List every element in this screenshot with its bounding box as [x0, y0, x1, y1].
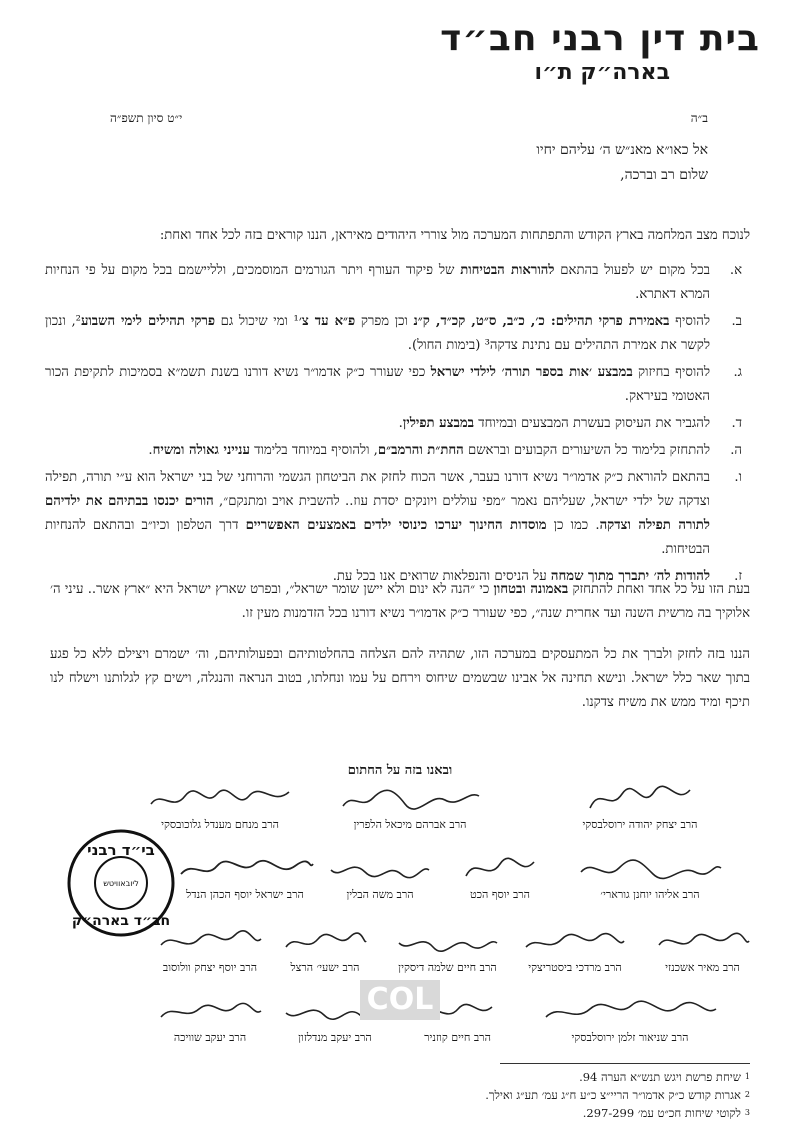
item-text	[45, 310, 710, 358]
signature-block	[555, 782, 725, 831]
item-text	[45, 259, 710, 307]
bold-text: הורים יכנסו בבתיהם את ילדיהם לתורה תפילה וצדקה	[45, 494, 710, 533]
text-run: כפי שעורר כ״ק אדמו״ר נשיא דורנו בשנת תשמ״א בסמיכות לתקיפת הכור האטומי בעיראק.	[45, 365, 710, 404]
stamp-bottom-text: חב״ד בארה״ק	[71, 913, 171, 929]
signatory-name: הרב ישעי׳ הרצל	[290, 961, 360, 974]
stamp-top-text: בי״ד רבני	[87, 841, 155, 859]
signatory-name: הרב חיים קוזניר	[424, 1031, 491, 1044]
footnote-text: שיחת פרשת ויגש תנש״א הערה 94.	[579, 1070, 741, 1084]
bold-text: במבצע תפילין	[402, 416, 475, 431]
text-run: וכן מפרק	[355, 314, 414, 329]
item-letter: ב.	[731, 314, 742, 329]
col-watermark: COL	[360, 980, 440, 1020]
text-run: להגביר את העיסוק בעשרת המבצעים ובמיוחד	[474, 416, 710, 431]
bold-text: פ״א עד צ׳	[298, 314, 356, 329]
item-text	[45, 439, 710, 463]
letterhead-title: בית דין רבני חב״ד	[440, 18, 760, 59]
greeting-line: שלום רב וברכה,	[620, 167, 708, 183]
bold-text: להוראות הבטיחות	[460, 263, 555, 278]
footnote-number: 3	[744, 1108, 750, 1117]
footnote-divider	[500, 1063, 750, 1064]
signature-block	[315, 782, 505, 831]
bh-mark: ב״ה	[690, 111, 708, 125]
footnote-text: אגרות קודש כ״ק אדמו״ר הריי״צ כ״ע ח״ג עמ׳ תע״ג ואילך.	[485, 1088, 741, 1102]
bold-text: החת״ת והרמב״ם	[377, 443, 464, 458]
signature-block	[510, 925, 640, 974]
item-text	[45, 412, 710, 436]
text-run: להוסיף	[669, 314, 710, 329]
signature-heading: ובאנו בזה על החתום	[347, 763, 453, 778]
signature-block	[130, 782, 310, 831]
signatory-name: הרב מרדכי ביסטריצקי	[528, 961, 622, 974]
signature-block	[445, 852, 555, 901]
letter-date: י״ט סיון תשפ״ה	[110, 111, 183, 125]
handwritten-signature	[575, 852, 725, 888]
signatory-name: הרב משה הבלין	[346, 888, 414, 901]
signature-block	[270, 925, 380, 974]
footnote-number: 1	[744, 1072, 750, 1081]
instruction-item	[45, 361, 750, 409]
bold-text: להודות לה׳ יתברך מתוך שמחה	[550, 569, 710, 584]
bold-text: ענייני גאולה ומשיח	[152, 443, 250, 458]
text-run: בעת הזו על כל אחד ואחת להתחזק	[568, 582, 750, 597]
signature-block	[560, 852, 740, 901]
court-stamp	[66, 828, 176, 938]
faith-paragraph	[50, 578, 750, 626]
text-run: .	[148, 443, 153, 458]
item-letter: ו.	[734, 470, 742, 485]
item-text	[45, 466, 710, 562]
signatory-name: הרב יוסף יצחק וולוסוב	[162, 961, 258, 974]
signature-block	[645, 925, 760, 974]
handwritten-signature	[460, 852, 540, 888]
intro-paragraph: לנוכח מצב המלחמה בארץ הקודש והתפתחות המערכה מול צוררי היהודים מאיראן, הננו קוראים בזה לכל אחד ואחת:	[159, 228, 750, 243]
signature-block	[320, 852, 440, 901]
address-line: אל כאו״א מאנ״ש ה׳ עליהם יחיו	[536, 142, 708, 158]
text-run: ², ונכון לקשר את אמירת התהילים עם נתינת צדקה³ (בימות החול).	[45, 314, 710, 353]
letterhead-subtitle: בארה״ק ת״ו	[534, 60, 670, 85]
signatory-name: הרב אברהם מיכאל הלפרין	[353, 818, 467, 831]
handwritten-signature	[145, 782, 295, 818]
text-run: בכל מקום יש לפעול בהתאם	[554, 263, 710, 278]
item-letter: ד.	[731, 416, 742, 431]
handwritten-signature	[280, 925, 370, 961]
text-run: ¹ ומי שיכול גם	[215, 314, 299, 329]
signatory-name: הרב מאיר אשכנזי	[665, 961, 740, 974]
item-letter: ה.	[730, 443, 742, 458]
item-text	[45, 361, 710, 409]
text-run: על הניסים והנפלאות שרואים אנו בכל עת.	[332, 569, 551, 584]
signature-block	[385, 925, 510, 974]
signatory-name: הרב יעקב מנדלזון	[298, 1031, 372, 1044]
signatory-name: הרב שניאור זלמן ירוסלבסקי	[571, 1031, 689, 1044]
instruction-item	[45, 310, 750, 358]
text-run: דרך הטלפון וכיו״ב ובהתאם להנחיות הבטיחות.	[45, 518, 710, 557]
footnote	[485, 1086, 750, 1104]
signatory-name: הרב מנחם מענדל גלוכובסקי	[161, 818, 279, 831]
instruction-item	[45, 439, 750, 463]
handwritten-signature	[653, 925, 753, 961]
instructions-list	[45, 259, 750, 592]
handwritten-signature	[540, 995, 720, 1031]
bold-text: במבצע ׳אות בספר תורה׳ לילדי ישראל	[430, 365, 633, 380]
footnote	[485, 1068, 750, 1086]
handwritten-signature	[520, 925, 630, 961]
blessing-paragraph: הננו בזה לחזק ולברך את כל המתעסקים במערכה הזו, שתהיה להם הצלחה בהחלטותיהם ובפעולותיהם, וה׳ ישמרם ויצילם ללא כל פגע בתוך שאר כלל ישראל. ונישא תחינה אל אבינו שבשמים שיחוס וירחם על עמו ונחלתו, בטוב הנראה והנגלה, וישים קץ לגלותנו וישלח לנו תיכף ומיד ממש את משיח צדקנו.	[50, 647, 750, 710]
signatory-name: הרב יצחק יהודה ירוסלבסקי	[582, 818, 698, 831]
text-run: בהתאם להוראת כ״ק אדמו״ר נשיא דורנו בעבר, אשר הכוח לחזק את הביטחון הגשמי והרוחני של בני ישראל הוא ע״י תורה, תפילה וצדקה של ילדי ישראל, שעליהם נאמר ״מפי עוללים ויונקים יסדת עוז.. להשבית אויב ומתנקם״,	[45, 470, 710, 509]
instruction-item	[45, 412, 750, 436]
handwritten-signature	[580, 782, 700, 818]
item-letter: ג.	[733, 365, 742, 380]
signatory-name: הרב אליהו יוחנן גורארי׳	[600, 888, 700, 901]
handwritten-signature	[155, 995, 265, 1031]
address-block	[536, 138, 708, 188]
signature-block	[530, 995, 730, 1044]
text-run: כי ״הנה לא ינום ולא יישן שומר ישראל״, ובפרט שארץ ישראל היא ״ארץ אשר.. עיני ה׳ אלוקיך בה מרשית השנה ועד אחרית שנה״, כפי שעורר כ״ק אדמו״ר נשיא דורנו בכל הזדמנות מעין זו.	[50, 582, 750, 621]
letterhead	[440, 18, 760, 86]
footnote-number: 2	[744, 1090, 750, 1099]
item-letter: ז.	[734, 569, 742, 584]
text-run: . כמו כן	[546, 518, 600, 533]
text-run: להוסיף בחיזוק	[632, 365, 711, 380]
handwritten-signature	[335, 782, 485, 818]
text-run: להתחזק בלימוד כל השיעורים הקבועים ובראשם	[463, 443, 710, 458]
footnote-text: לקוטי שיחות חכ״ט עמ׳ 297-299.	[582, 1106, 741, 1120]
stamp-center-text: ליובאוויטש	[103, 879, 139, 888]
handwritten-signature	[393, 925, 503, 961]
signature-block	[170, 852, 320, 901]
text-run: , ולהוסיף במיוחד בלימוד	[249, 443, 378, 458]
bold-text: מוסדות החינוך יערכו כינוסי ילדים באמצעים האפשריים	[245, 518, 547, 533]
footnotes	[485, 1068, 750, 1122]
signatory-name: הרב חיים שלמה דיסקין	[398, 961, 497, 974]
signatory-name: הרב יוסף הכט	[469, 888, 531, 901]
handwritten-signature	[325, 852, 435, 888]
bold-text: פרקי תהילים לימי השבוע	[80, 314, 216, 329]
bold-text: באמירת פרקי תהילים: כ׳, כ״ב, ס״ט, קכ״ד, ק״נ	[413, 314, 670, 329]
item-letter: א.	[729, 263, 742, 278]
signatory-name: הרב ישראל יוסף הכהן הנדל	[186, 888, 304, 901]
bold-text: באמונה ובטחון	[493, 582, 569, 597]
handwritten-signature	[175, 852, 315, 888]
signatory-name: הרב יעקב שוויכה	[173, 1031, 247, 1044]
instruction-item	[45, 466, 750, 562]
text-run: .	[398, 416, 403, 431]
signature-block	[150, 995, 270, 1044]
text-run: של פיקוד העורף ויתר הגורמים המוסמכים, ולליישמם בכל מקום על פי הנחיות המרא דאתרא.	[45, 263, 710, 302]
footnote	[485, 1104, 750, 1122]
instruction-item	[45, 259, 750, 307]
